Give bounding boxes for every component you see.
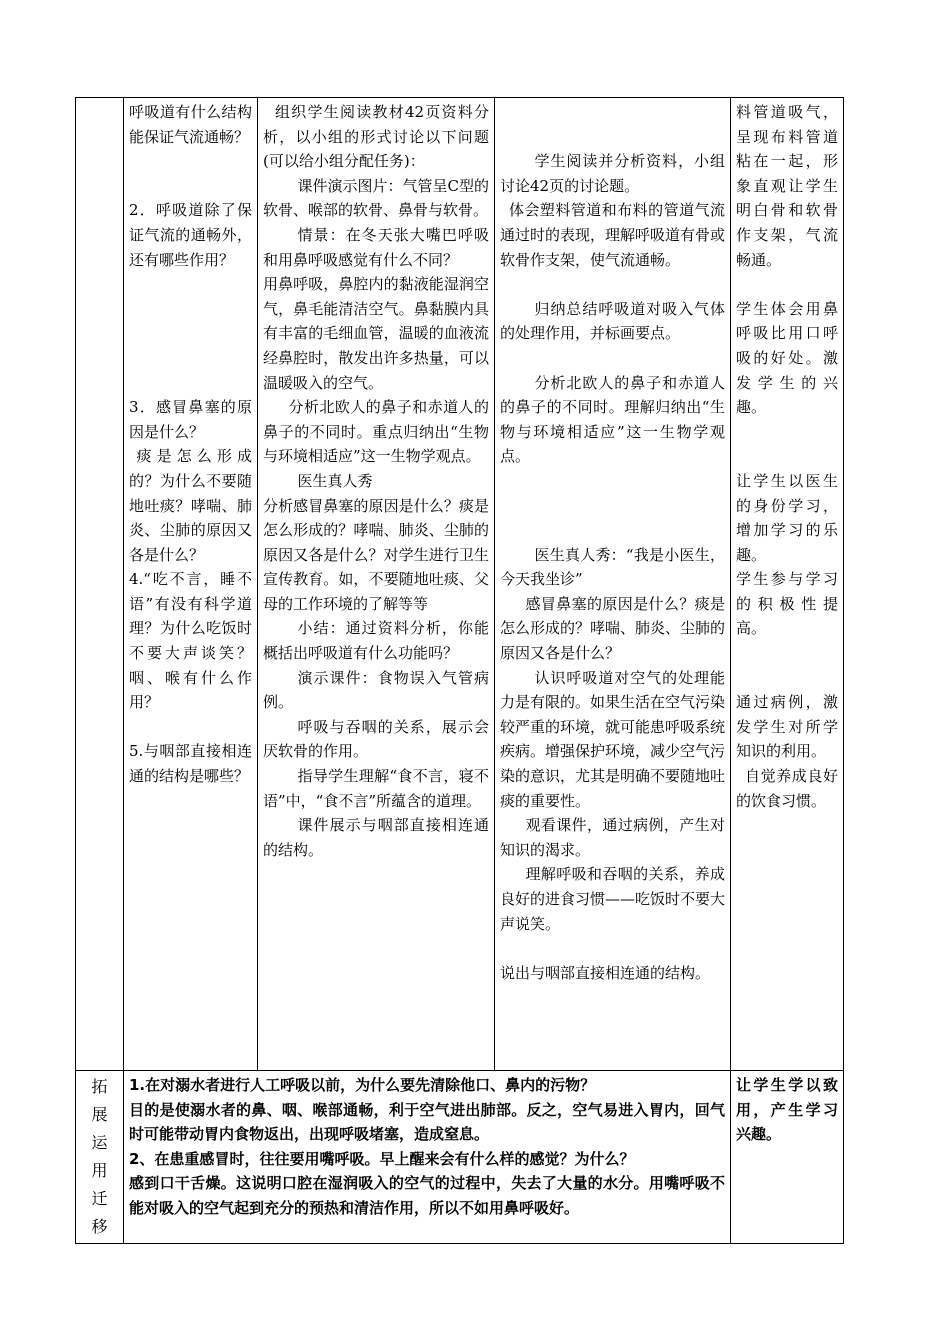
main-row (76, 98, 844, 1071)
question-5: 5.与咽部直接相连通的结构是哪些？ (129, 742, 252, 786)
question-1-tail: 呼吸道有什么结构能保证气流通畅？ (129, 103, 252, 146)
lesson-plan-table (75, 97, 844, 1244)
student-p2: 体会塑料管道和布料的管道气流通过时的表现，理解呼吸道有骨或软骨作支架，使气流通畅。 (500, 201, 726, 269)
question-4: 4.“吃不言，睡不语”有没有科学道理？为什么吃饭时不要大声谈笑？咽、喉有什么作用？ (129, 570, 252, 712)
extension-label-char: 移 (91, 1217, 108, 1236)
extension-question-1: 1.在对溺水者进行人工呼吸以前，为什么要先清除他口、鼻内的污物？ (129, 1076, 596, 1094)
student-p6: 感冒鼻塞的原因是什么？痰是怎么形成的？哮喘、肺炎、尘肺的原因又各是什么？ (500, 594, 726, 663)
teacher-p7: 分析感冒鼻塞的原因是什么？痰是怎么形成的？哮喘、肺炎、尘肺的原因又各是什么？对学生进行卫生宣传教育。如，不要随地吐痰、父母的工作环境的了解等等 (263, 496, 489, 613)
extension-note-cell (731, 1071, 844, 1244)
extension-label-cell (76, 1071, 124, 1244)
teacher-p1: 组织学生阅读教材42页资料分析，以小组的形式讨论以下问题(可以给小组分配任务)： (263, 103, 489, 171)
design-intent-cell (731, 98, 844, 1071)
student-p7: 认识呼吸道对空气的处理能力是有限的。如果生活在空气污染较严重的环境，就可能患呼吸系统疾病。增强保护环境，减少空气污染的意识，尤其是明确不要随地吐痰的重要性。 (500, 668, 726, 810)
intent-p1: 料管道吸气，呈现布料管道粘在一起，形象直观让学生明白骨和软骨作支架，气流畅通。 (736, 103, 838, 269)
student-p10: 说出与咽部直接相连通的结构。 (500, 963, 711, 982)
question-3a: 3．感冒鼻塞的原因是什么？ (129, 398, 252, 441)
teacher-p3: 情景：在冬天张大嘴巴呼吸和用鼻呼吸感觉有什么不同？ (263, 225, 489, 269)
extension-content-cell (124, 1071, 731, 1244)
student-p8: 观看课件，通过病例，产生对知识的渴求。 (500, 816, 725, 859)
teacher-p9: 演示课件：食物误入气管病例。 (263, 668, 489, 712)
teacher-p2: 课件演示图片：气管呈C型的软骨、喉部的软骨、鼻骨与软骨。 (263, 176, 489, 220)
extension-answer-1: 目的是使溺水者的鼻、咽、喉部通畅，利于空气进出肺部。反之，空气易进入胃内，回气时可能带动胃内食物返出，出现呼吸堵塞，造成窒息。 (129, 1100, 725, 1144)
extension-label-char: 展 (91, 1105, 108, 1124)
intent-p4: 学生参与学习的积极性提高。 (736, 570, 838, 638)
questions-cell (124, 98, 258, 1071)
teacher-p8: 小结：通过资料分析，你能概括出呼吸道有什么功能吗？ (263, 619, 489, 663)
student-p3: 归纳总结呼吸道对吸入气体的处理作用，并标画要点。 (500, 299, 725, 343)
student-activity-cell (495, 98, 731, 1071)
extension-row (76, 1071, 844, 1244)
extension-note: 让学生学以致用，产生学习兴趣。 (736, 1076, 838, 1144)
extension-question-2: 2、在患重感冒时，往往要用嘴呼吸。早上醒来会有什么样的感觉？为什么？ (129, 1149, 635, 1168)
teacher-p10: 呼吸与吞咽的关系，展示会厌软骨的作用。 (263, 717, 489, 761)
teacher-p5: 分析北欧人的鼻子和赤道人的鼻子的不同时。重点归纳出“生物与环境相适应”这一生物学观点。 (263, 398, 489, 466)
extension-label-char: 运 (91, 1133, 108, 1152)
student-p5: 医生真人秀：“我是小医生，今天我坐诊” (500, 545, 725, 589)
intent-p3: 让学生以医生的身份学习，增加学习的乐趣。 (736, 471, 838, 564)
teacher-p6: 医生真人秀 (297, 471, 373, 490)
intent-p2: 学生体会用鼻呼吸比用口呼吸的好处。激发学生的兴趣。 (736, 299, 838, 417)
student-p4: 分析北欧人的鼻子和赤道人的鼻子的不同时。理解归纳出“生物与环境相适应”这一生物学观点。 (500, 373, 725, 466)
teacher-p4: 用鼻呼吸，鼻腔内的黏液能湿润空气，鼻毛能清洁空气。鼻黏膜内具有丰富的毛细血管，温暖的血液流经鼻腔时，散发出许多热量，可以温暖吸入的空气。 (263, 275, 489, 392)
teacher-p12: 课件展示与咽部直接相连通的结构。 (263, 816, 489, 859)
teacher-activity-cell (258, 98, 495, 1071)
intent-p6: 自觉养成良好的饮食习惯。 (736, 767, 838, 810)
intent-p5: 通过病例，激发学生对所学知识的利用。 (736, 693, 838, 761)
extension-label-char: 迁 (91, 1189, 108, 1208)
extension-label-char: 用 (91, 1161, 108, 1180)
extension-answer-2: 感到口干舌燥。这说明口腔在湿润吸入的空气的过程中，失去了大量的水分。用嘴呼吸不能对吸入的空气起到充分的预热和清洁作用，所以不如用鼻呼吸好。 (129, 1174, 725, 1217)
main-row-label-cell (76, 98, 124, 1071)
student-p9: 理解呼吸和吞咽的关系，养成良好的进食习惯——吃饭时不要大声说笑。 (500, 865, 726, 933)
question-3b: 痰是怎么形成的？为什么不要随地吐痰？哮喘、肺炎、尘肺的原因又各是什么？ (129, 447, 252, 564)
teacher-p11: 指导学生理解“食不言，寝不语”中，“食不言”所蕴含的道理。 (263, 767, 489, 810)
student-p1: 学生阅读并分析资料，小组讨论42页的讨论题。 (500, 152, 725, 195)
question-2: 2．呼吸道除了保证气流的通畅外，还有哪些作用？ (129, 201, 252, 269)
extension-label-char: 拓 (91, 1077, 108, 1096)
